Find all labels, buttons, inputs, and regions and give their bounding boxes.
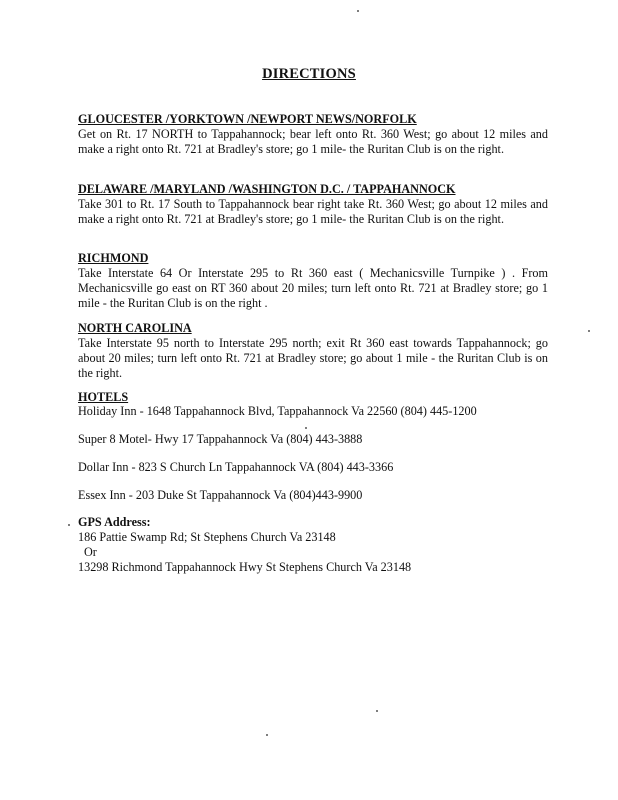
section-text: Take Interstate 64 Or Interstate 295 to Rt 360 east ( Mechanicsville Turnpike ) . From Mechanicsville go east on RT 360 about 20 miles; turn left onto Rt. 721 at Bradley store; go 1 mile - the Ruritan Club is on the right . [78,266,548,310]
section-delaware [78,182,548,227]
section-heading: NORTH CAROLINA [78,321,192,335]
hotels-heading: HOTELS [78,390,129,404]
section-north-carolina [78,321,548,381]
gps-address-1: 186 Pattie Swamp Rd; St Stephens Church Va 23148 [78,530,336,544]
section-heading: GLOUCESTER /YORKTOWN /NEWPORT NEWS/NORFOLK [78,112,417,126]
hotels-section [78,390,548,405]
scan-speck [588,330,590,332]
section-heading: DELAWARE /MARYLAND /WASHINGTON D.C. / TAPPAHANNOCK [78,182,456,196]
section-text: Get on Rt. 17 NORTH to Tappahannock; bear left onto Rt. 360 West; go about 12 miles and make a right onto Rt. 721 at Bradley's store; go 1 mile- the Ruritan Club is on the right. [78,127,548,156]
gps-heading: GPS Address: [78,515,151,529]
section-text: Take Interstate 95 north to Interstate 295 north; exit Rt 360 east towards Tappahannock; go about 20 miles; turn left onto Rt. 721 at Bradley store; go about 1 mile - the Ruritan Club is on the right. [78,336,548,380]
scan-speck [376,710,378,712]
hotel-super-8: Super 8 Motel- Hwy 17 Tappahannock Va (804) 443-3888 [78,432,363,446]
gps-or: Or [84,545,97,559]
scan-speck [68,524,70,526]
scan-speck [357,10,359,12]
section-heading: RICHMOND [78,251,149,265]
hotel-holiday-inn: Holiday Inn - 1648 Tappahannock Blvd, Tappahannock Va 22560 (804) 445-1200 [78,404,477,418]
section-gloucester [78,112,548,157]
hotel-essex-inn: Essex Inn - 203 Duke St Tappahannock Va (804)443-9900 [78,488,363,502]
gps-section [78,515,548,575]
scan-speck [266,734,268,736]
hotel-dollar-inn: Dollar Inn - 823 S Church Ln Tappahannock VA (804) 443-3366 [78,460,394,474]
scan-speck [305,427,307,429]
gps-address-2: 13298 Richmond Tappahannock Hwy St Stephens Church Va 23148 [78,560,412,574]
section-richmond [78,251,548,311]
section-text: Take 301 to Rt. 17 South to Tappahannock bear right take Rt. 360 West; go about 12 miles and make a right onto Rt. 721 at Bradley's store; go 1 mile- the Ruritan Club is on the right. [78,197,548,226]
page-title: DIRECTIONS [262,66,356,82]
